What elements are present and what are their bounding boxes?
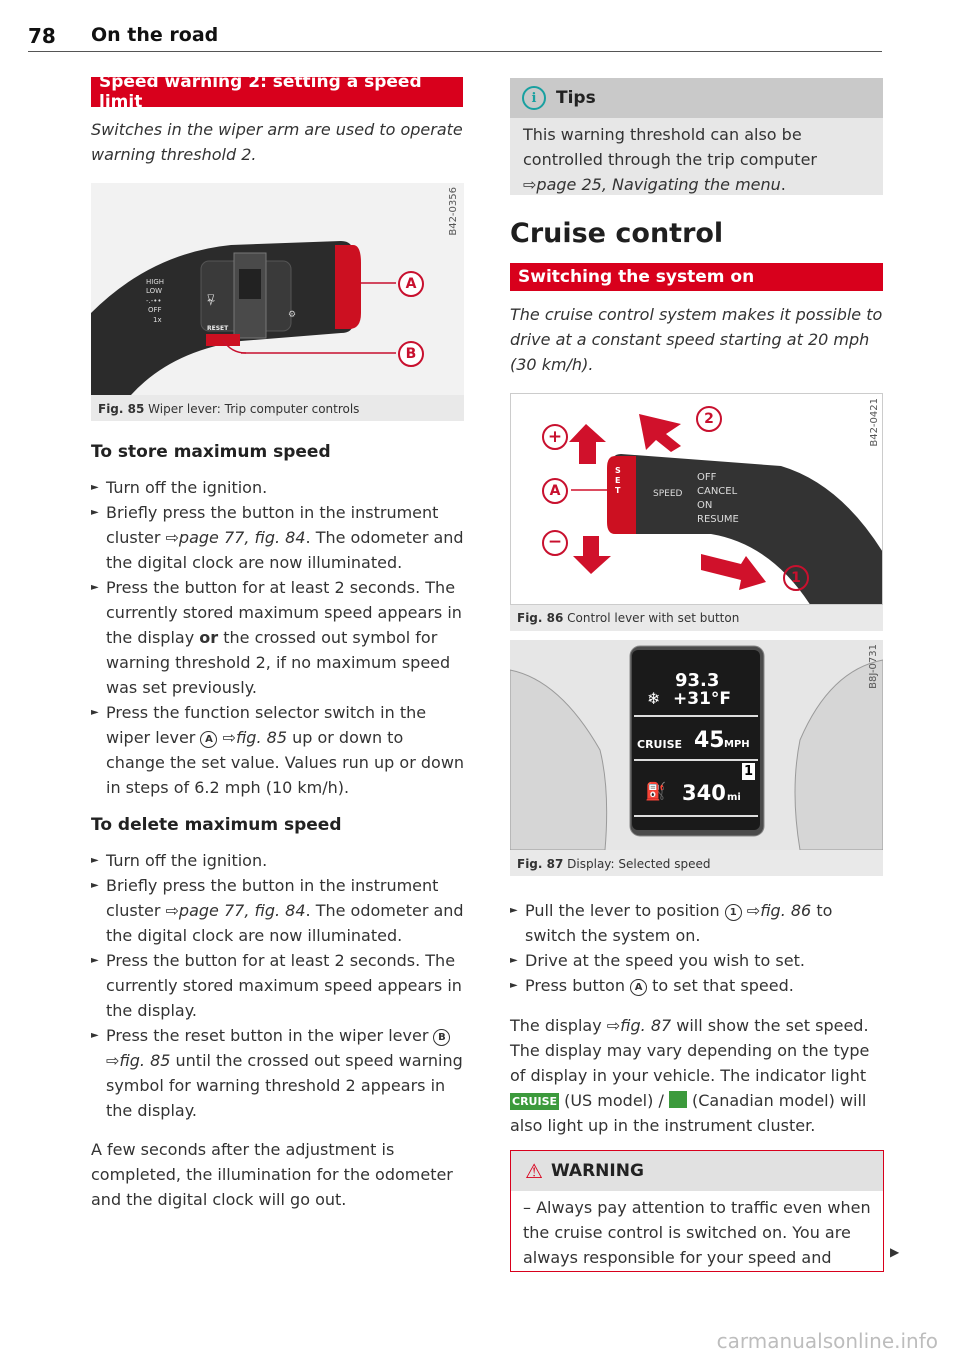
store-speed-title: To store maximum speed xyxy=(91,442,331,462)
figure-86 xyxy=(510,393,883,631)
link-page-77[interactable]: page 77, fig. 84 xyxy=(178,901,306,920)
store-step-4: ► Press the function selector switch in the wiper lever A ⇨fig. 85 up or down to change the set value. Values run up or down in steps of 6.2 mph (10 km/h). xyxy=(91,700,466,800)
lever-1x-label: 1x xyxy=(153,316,162,324)
cruise-indicator-badge: CRUISE xyxy=(512,1095,558,1108)
snowflake-icon: ❄ xyxy=(647,689,661,708)
switch-step-1: ► Pull the lever to position 1 ⇨fig. 86 to switch the system on. xyxy=(510,898,885,948)
delete-step-3: ► Press the button for at least 2 seconds. The currently stored maximum speed appears in the display. xyxy=(91,948,466,1023)
warning-box xyxy=(510,1150,884,1272)
lever-reset-label: RESET xyxy=(207,325,229,332)
figure-86-caption-text: Control lever with set button xyxy=(567,611,740,625)
range-value: 340 xyxy=(682,781,726,805)
cancel-label: CANCEL xyxy=(697,486,738,497)
header-rule xyxy=(28,51,882,52)
callout-b: B xyxy=(398,341,424,367)
link-fig-87[interactable]: fig. 87 xyxy=(620,1016,672,1035)
store-speed-steps xyxy=(91,475,466,800)
warning-triangle-icon: ⚠ xyxy=(525,1159,543,1183)
cruise-intro: The cruise control system makes it possible to drive at a constant speed starting at 20 mph (30 km/h). xyxy=(510,305,883,374)
lever-low-label: LOW xyxy=(146,287,163,295)
page-number: 78 xyxy=(28,24,56,48)
lever-high-label: HIGH xyxy=(146,278,165,286)
trip-indicator: 1 xyxy=(743,764,754,779)
button-a-inline: A xyxy=(630,979,647,996)
tips-title: Tips xyxy=(556,88,596,108)
set-label: SET xyxy=(615,466,621,495)
link-page-25[interactable]: ⇨page 25, Navigating the menu xyxy=(523,175,781,194)
speed-warning-intro: Switches in the wiper arm are used to operate warning threshold 2. xyxy=(91,120,463,164)
fuel-pump-icon: ⛽ xyxy=(645,782,667,802)
display-image xyxy=(510,640,883,850)
display-paragraph: The display ⇨fig. 87 will show the set speed. The display may vary depending on the type of display in your vehicle. The indicator light CRUISE (US model) / (Canadian model) will also light up in the instrument cluster. xyxy=(510,1016,870,1135)
warning-title: WARNING xyxy=(550,1161,644,1181)
figure-86-code: B42-0421 xyxy=(869,398,880,447)
delete-step-1: ► Turn off the ignition. xyxy=(91,848,466,873)
odometer-value: 93.3 xyxy=(675,670,720,691)
figure-85-caption-text: Wiper lever: Trip computer controls xyxy=(148,402,360,416)
plus-callout: + xyxy=(542,424,568,450)
figure-85-number: Fig. 85 xyxy=(98,402,145,416)
continue-arrow-icon: ▶ xyxy=(890,1245,900,1259)
warning-header xyxy=(511,1151,883,1191)
tips-header xyxy=(510,78,883,118)
delete-step-4: ► Press the reset button in the wiper lever B ⇨fig. 85 until the crossed out speed warning symbol for warning threshold 2 appears in the display. xyxy=(91,1023,466,1123)
link-fig-85[interactable]: fig. 85 xyxy=(235,728,287,747)
cruise-set-speed: 45 xyxy=(694,728,725,753)
speed-label: SPEED xyxy=(653,489,683,499)
link-fig-86[interactable]: fig. 86 xyxy=(760,901,812,920)
resume-label: RESUME xyxy=(697,514,739,525)
position-1-inline: 1 xyxy=(725,904,742,921)
section-title: On the road xyxy=(91,24,219,46)
a-callout: A xyxy=(542,478,568,504)
delete-step-2: ► Briefly press the button in the instrument cluster ⇨page 77, fig. 84. The odometer and the digital clock are now illuminated. xyxy=(91,873,466,948)
speed-warning-heading: Speed warning 2: setting a speed limit xyxy=(91,77,463,107)
tips-box xyxy=(510,78,883,195)
wiper-lever-image xyxy=(91,183,464,395)
tips-text: This warning threshold can also be controlled through the trip computer ⇨page 25, Navigating the menu. xyxy=(523,125,817,194)
range-unit: mi xyxy=(727,792,741,803)
delete-speed-title: To delete maximum speed xyxy=(91,815,342,835)
switch-step-2: ► Drive at the speed you wish to set. xyxy=(510,948,885,973)
lever-int-label: -.-•• xyxy=(146,297,162,305)
callout-b-inline: B xyxy=(433,1029,450,1046)
svg-text:⚙: ⚙ xyxy=(288,310,297,320)
cruise-control-title: Cruise control xyxy=(510,218,724,249)
svg-text:⍫: ⍫ xyxy=(206,290,216,309)
on-label: ON xyxy=(697,500,713,511)
switching-system-heading: Switching the system on xyxy=(510,263,883,291)
delete-speed-steps xyxy=(91,848,466,1123)
watermark: carmanualsonline.info xyxy=(716,1329,938,1353)
figure-85 xyxy=(91,183,464,421)
figure-87-caption xyxy=(517,857,710,871)
position-1-callout: 1 xyxy=(783,565,809,591)
off-label: OFF xyxy=(697,472,717,483)
figure-86-number: Fig. 86 xyxy=(517,611,564,625)
figure-87-number: Fig. 87 xyxy=(517,857,564,871)
switch-on-steps xyxy=(510,898,885,998)
info-icon: i xyxy=(522,86,546,110)
figure-87 xyxy=(510,640,883,876)
lever-off-label: OFF xyxy=(148,306,162,314)
position-2-callout: 2 xyxy=(696,406,722,432)
minus-callout: − xyxy=(542,530,568,556)
store-step-3: ► Press the button for at least 2 seconds. The currently stored maximum speed appears in the display or the crossed out symbol for warning threshold 2, if no maximum speed was set previously. xyxy=(91,575,466,700)
store-step-2: ► Briefly press the button in the instrument cluster ⇨page 77, fig. 84. The odometer and the digital clock are now illuminated. xyxy=(91,500,466,575)
link-page-77[interactable]: page 77, fig. 84 xyxy=(178,528,306,547)
callout-a-inline: A xyxy=(200,731,217,748)
canadian-cruise-icon xyxy=(669,1091,687,1108)
callout-a: A xyxy=(398,271,424,297)
figure-87-caption-text: Display: Selected speed xyxy=(567,857,711,871)
link-fig-85[interactable]: fig. 85 xyxy=(119,1051,171,1070)
outside-temperature: +31°F xyxy=(673,689,732,709)
figure-86-caption xyxy=(517,611,739,625)
cruise-label: CRUISE xyxy=(637,738,683,751)
store-step-1: ► Turn off the ignition. xyxy=(91,475,466,500)
warning-text: – Always pay attention to traffic even when the cruise control is switched on. You are always responsible for your speed and xyxy=(523,1198,871,1267)
control-lever-image xyxy=(510,393,883,605)
figure-85-code: B42-0356 xyxy=(448,187,459,236)
figure-85-caption xyxy=(98,402,359,416)
closing-paragraph: A few seconds after the adjustment is completed, the illumination for the odometer and the digital clock will go out. xyxy=(91,1140,453,1209)
switch-step-3: ► Press button A to set that speed. xyxy=(510,973,885,998)
figure-87-code: B8J-0731 xyxy=(868,644,879,689)
cruise-speed-unit: MPH xyxy=(724,739,750,750)
